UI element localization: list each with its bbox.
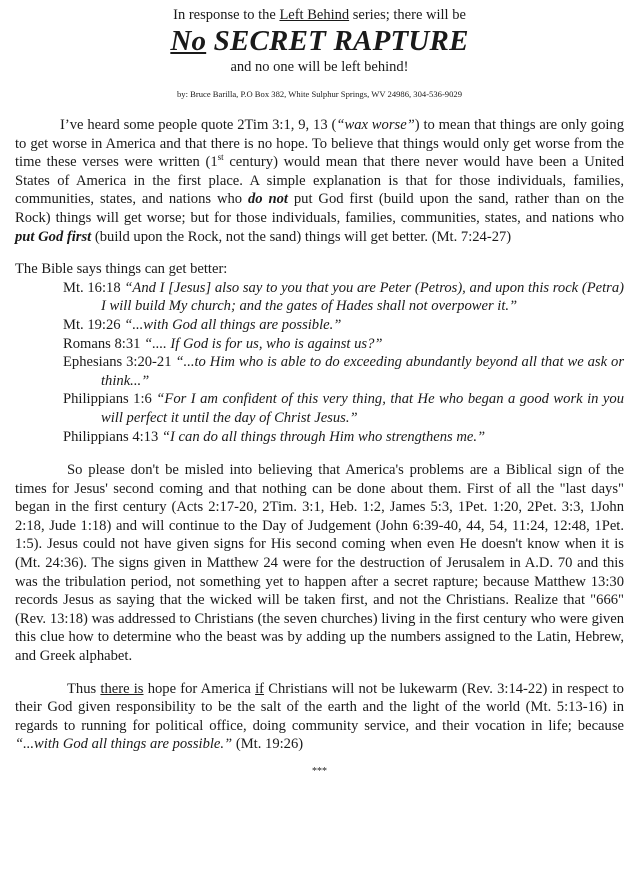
p1-superscript: st — [217, 152, 224, 163]
verse-text: “And I [Jesus] also say to you that you are Peter (Petros), and upon this rock (Petra) I will build My church; and the gates of Hades shall not overpower it.” — [101, 279, 624, 315]
intro-text: In response to the — [173, 7, 280, 23]
verse-item — [63, 390, 624, 427]
p3-quote: “...with God all things are possible.” — [15, 736, 233, 753]
subtitle: and no one will be left behind! — [230, 59, 409, 75]
paragraph-1 — [15, 116, 624, 246]
end-mark: *** — [312, 766, 327, 777]
p1-text-b: ) to mean that things are only going to get worse in America and that there is no hope. To believe that things would only get worse from the time these verses were written (1 — [15, 117, 625, 171]
verse-item — [63, 428, 624, 447]
verse-item — [63, 279, 624, 316]
verses-lead: The Bible says things can get better: — [15, 261, 228, 278]
p3-text-a: Thus — [67, 680, 101, 697]
verse-item — [63, 353, 624, 390]
p1-text-d: put God first (build upon the sand, rather than on the Rock) things will get worse; but for those individuals, families, communities, states, and nations who — [15, 191, 624, 226]
verse-ref: Mt. 19:26 — [63, 316, 125, 333]
verse-ref: Mt. 16:18 — [63, 279, 125, 296]
p1-emphasis-put-god-first: put God first — [15, 228, 92, 245]
verse-ref: Philippians 1:6 — [63, 391, 157, 408]
verse-text: “I can do all things through Him who strengthens me.” — [161, 428, 486, 445]
verse-ref: Ephesians 3:20-21 — [63, 354, 176, 371]
byline: by: Bruce Barilla, P.O Box 382, White Sulphur Springs, WV 24986, 304-536-9029 — [176, 89, 462, 99]
verse-text: “...to Him who is able to do exceeding abundantly beyond all that we ask or think...” — [101, 354, 624, 389]
title-rest: SECRET RAPTURE — [206, 25, 469, 57]
intro-line — [15, 6, 624, 24]
p1-text-e: (build upon the Rock, not the sand) things will get better. (Mt. 7:24-27) — [91, 228, 512, 245]
verse-ref: Romans 8:31 — [63, 335, 145, 352]
intro-text-end: series; there will be — [349, 7, 466, 23]
verse-text: “...with God all things are possible.” — [124, 316, 342, 333]
p1-text-a: I’ve heard some people quote 2Tim 3:1, 9, 13 ( — [60, 117, 337, 133]
p3-underline-if: if — [255, 680, 265, 697]
verse-ref: Philippians 4:13 — [63, 428, 162, 445]
p3-text-b: hope for America — [143, 680, 256, 697]
p1-emphasis-do-not: do not — [247, 191, 288, 208]
title-no: No — [170, 25, 207, 57]
p3-text-c: Christians will not be lukewarm (Rev. 3:14-22) in respect to their God given responsibility to be the salt of the earth and the light of the world (Mt. 5:13-16) in regards to running for political office, doing community service, and their vocation in life; because — [15, 680, 624, 734]
p1-quote: “wax worse” — [336, 117, 415, 133]
p3-underline-there-is: there is — [100, 680, 144, 697]
verse-item — [63, 335, 624, 354]
p3-text-d: (Mt. 19:26) — [232, 736, 304, 753]
series-title: Left Behind — [279, 7, 350, 23]
page-title — [15, 24, 624, 58]
paragraph-2: So please don't be misled into believing that America's problems are a Biblical sign of the times for Jesus' second coming and that nothing can be done about them. First of all the "last days" began in the first century (Acts 2:17-20, 2Tim. 3:1, Heb. 1:2, James 5:3, 1Pet. 1:20, 2Pet. 3:3, 1John 2:18, Jude 1:18) and will continue to the Day of Judgement (John 6:39-40, 44, 54, 11:24, 12:48, 1Pet. 1:5). Jesus could not have given signs for His second coming when even He doesn't know when it is (Mt. 24:36). The signs given in Matthew 24 were for the destruction of Jerusalem in A.D. 70 and this was the tribulation period, not something yet to happen after a secret rapture; because Matthew 13:30 records Jesus as saying that the wicked will be taken first, and not the Christians. Realize that "666" (Rev. 13:18) was addressed to Christians (the seven churches) living in the first century who were given this clue how to determine who the beast was by adding up the numbers assigned to the Latin, Hebrew, and Greek alphabet. — [15, 462, 624, 665]
verse-item — [63, 316, 624, 335]
verse-text: “.... If God is for us, who is against us?” — [144, 335, 383, 352]
p1-text-c: century) would mean that there never would have been a United States of America in the first place. A simple explanation is that for those individuals, families, communities, states, and nations who — [15, 154, 625, 208]
verse-list — [15, 279, 624, 446]
paragraph-3 — [15, 680, 624, 754]
verse-text: “For I am confident of this very thing, that He who began a good work in you will perfect it until the day of Christ Jesus.” — [101, 391, 625, 426]
